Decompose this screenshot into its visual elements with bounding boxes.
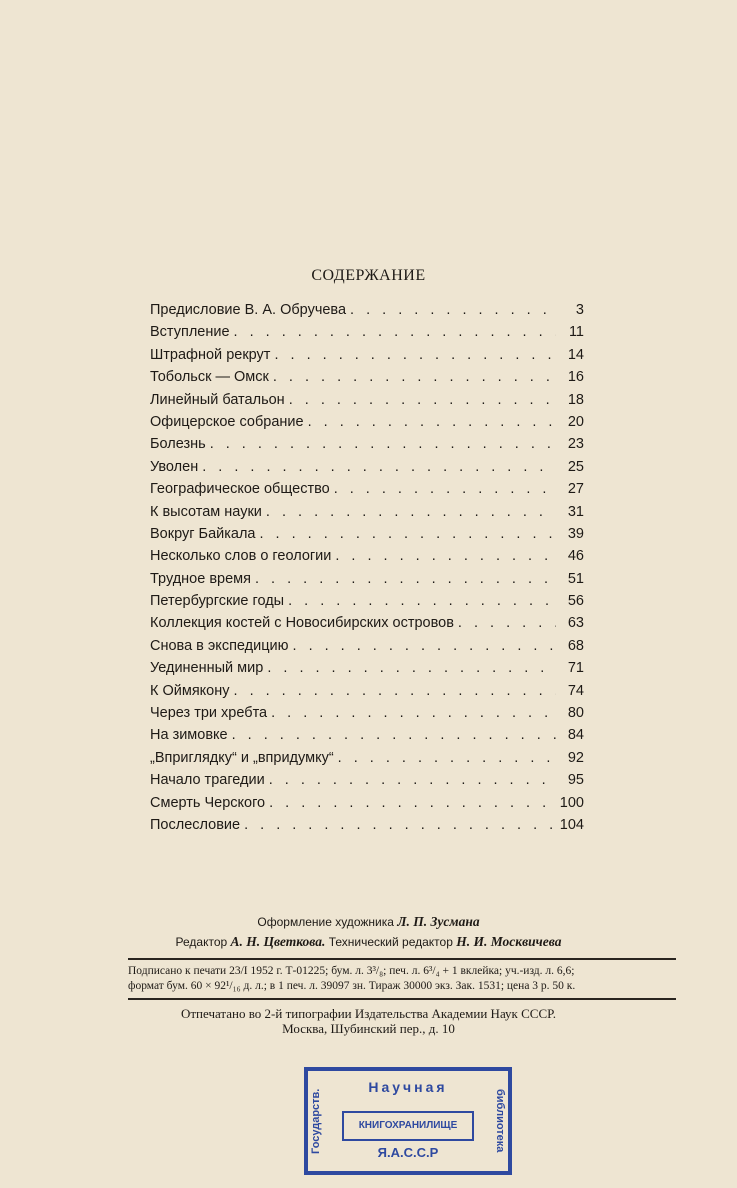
toc-entry-page: 11 bbox=[568, 324, 584, 341]
toc-entry-title: Смерть Черского bbox=[150, 794, 266, 811]
toc-entry-title: Коллекция костей с Новосибирских островов bbox=[150, 615, 454, 632]
toc-entry-page: 95 bbox=[567, 772, 584, 789]
toc-entry-title: Болезнь bbox=[150, 436, 206, 453]
table-of-contents bbox=[150, 302, 584, 839]
toc-entry-page: 84 bbox=[567, 727, 584, 744]
toc-entry bbox=[150, 750, 584, 772]
credit-label: Технический редактор bbox=[328, 935, 453, 949]
toc-entry bbox=[150, 772, 584, 794]
toc-entry-page: 100 bbox=[559, 794, 584, 811]
credit-label: Оформление художника bbox=[257, 915, 394, 929]
stamp-text: Государств. bbox=[310, 1088, 322, 1154]
dot-leader bbox=[338, 750, 556, 766]
toc-entry-page: 18 bbox=[567, 391, 584, 408]
dot-leader bbox=[234, 324, 556, 340]
toc-entry-title: Географическое общество bbox=[150, 481, 330, 498]
credit-name: А. Н. Цветкова. bbox=[230, 934, 326, 949]
stamp-text: КНИГОХРАНИЛИЩЕ bbox=[342, 1111, 474, 1141]
dot-leader bbox=[271, 705, 556, 721]
toc-entry-title: К Оймякону bbox=[150, 682, 230, 699]
dot-leader bbox=[274, 347, 556, 363]
toc-entry-page: 16 bbox=[567, 369, 584, 386]
toc-entry-page: 27 bbox=[567, 481, 584, 498]
toc-entry-title: Трудное время bbox=[150, 570, 251, 587]
toc-entry bbox=[150, 615, 584, 637]
toc-entry-title: К высотам науки bbox=[150, 503, 262, 520]
toc-entry bbox=[150, 795, 584, 817]
toc-entry-title: Начало трагедии bbox=[150, 772, 265, 789]
dot-leader bbox=[210, 436, 556, 452]
toc-entry-page: 80 bbox=[567, 705, 584, 722]
toc-entry bbox=[150, 504, 584, 526]
toc-entry-title: „Вприглядку“ и „впридумку“ bbox=[150, 749, 334, 766]
dot-leader bbox=[267, 660, 556, 676]
toc-entry-title: Через три хребта bbox=[150, 705, 268, 722]
toc-entry bbox=[150, 593, 584, 615]
dot-leader bbox=[335, 548, 556, 564]
dot-leader bbox=[244, 817, 556, 833]
dot-leader bbox=[202, 459, 556, 475]
toc-entry-page: 68 bbox=[567, 637, 584, 654]
toc-entry bbox=[150, 638, 584, 660]
dot-leader bbox=[259, 526, 556, 542]
toc-entry-title: Несколько слов о геологии bbox=[150, 548, 332, 565]
credit-label: Редактор bbox=[175, 935, 228, 949]
toc-entry bbox=[150, 548, 584, 570]
credit-name: Н. И. Москвичева bbox=[456, 934, 562, 949]
toc-entry-title: Предисловие В. А. Обручева bbox=[150, 302, 347, 318]
dot-leader bbox=[269, 795, 556, 811]
toc-entry bbox=[150, 481, 584, 503]
imprint-line: формат бум. 60 × 92¹/₁₆ д. л.; в 1 печ. л. 39097 зн. Тираж 30000 экз. Зак. 1531; цена 3 р. 50 к. bbox=[128, 980, 576, 992]
toc-entry-title: Уволен bbox=[150, 458, 199, 475]
stamp-text: Научная bbox=[368, 1079, 448, 1095]
dot-leader bbox=[255, 571, 556, 587]
toc-entry-title: Офицерское собрание bbox=[150, 413, 304, 430]
toc-entry-title: Штрафной рекрут bbox=[150, 346, 271, 363]
printer-info bbox=[0, 1006, 737, 1036]
library-stamp bbox=[304, 1067, 512, 1175]
toc-entry-page: 14 bbox=[567, 346, 584, 363]
toc-entry-page: 92 bbox=[567, 749, 584, 766]
toc-entry-page: 23 bbox=[567, 436, 584, 453]
dot-leader bbox=[334, 481, 556, 497]
toc-entry-page: 46 bbox=[567, 548, 584, 565]
dot-leader bbox=[350, 302, 556, 318]
toc-entry-page: 25 bbox=[567, 458, 584, 475]
toc-entry-title: Вокруг Байкала bbox=[150, 525, 256, 542]
toc-entry bbox=[150, 369, 584, 391]
dot-leader bbox=[458, 615, 556, 631]
toc-entry-page: 74 bbox=[567, 682, 584, 699]
toc-entry-page: 3 bbox=[575, 302, 584, 318]
toc-entry-title: Петербургские годы bbox=[150, 593, 285, 610]
toc-entry-page: 56 bbox=[567, 593, 584, 610]
toc-entry-title: Снова в экспедицию bbox=[150, 637, 289, 654]
toc-entry-page: 20 bbox=[567, 413, 584, 430]
toc-entry-page: 31 bbox=[567, 503, 584, 520]
dot-leader bbox=[232, 727, 556, 743]
dot-leader bbox=[288, 593, 556, 609]
toc-entry bbox=[150, 683, 584, 705]
imprint-line: Подписано к печати 23/I 1952 г. Т-01225; бум. л. 3³/₈; печ. л. 6³/₄ + 1 вклейка; уч.-изд. л. 6,6; bbox=[128, 965, 575, 977]
dot-leader bbox=[273, 369, 556, 385]
toc-entry bbox=[150, 727, 584, 749]
printer-line: Москва, Шубинский пер., д. 10 bbox=[282, 1021, 455, 1036]
toc-entry bbox=[150, 459, 584, 481]
toc-entry bbox=[150, 436, 584, 458]
toc-entry-title: На зимовке bbox=[150, 727, 228, 744]
page-title: СОДЕРЖАНИЕ bbox=[311, 267, 426, 284]
designer-credit bbox=[0, 914, 737, 930]
printer-line: Отпечатано во 2-й типографии Издательства Академии Наук СССР. bbox=[180, 1006, 556, 1021]
toc-entry bbox=[150, 414, 584, 436]
toc-entry bbox=[150, 392, 584, 414]
dot-leader bbox=[289, 392, 556, 408]
toc-entry-page: 71 bbox=[567, 660, 584, 677]
toc-entry bbox=[150, 526, 584, 548]
toc-entry bbox=[150, 571, 584, 593]
bleed-through-text bbox=[80, 60, 720, 114]
stamp-text: библиотека bbox=[494, 1089, 506, 1153]
toc-entry bbox=[150, 347, 584, 369]
toc-entry bbox=[150, 324, 584, 346]
imprint-block bbox=[128, 958, 676, 1000]
toc-entry bbox=[150, 705, 584, 727]
toc-entry-page: 51 bbox=[567, 570, 584, 587]
toc-entry-title: Уединенный мир bbox=[150, 660, 264, 677]
toc-entry bbox=[150, 302, 584, 324]
editor-credit bbox=[0, 934, 737, 950]
toc-entry bbox=[150, 817, 584, 839]
toc-entry-page: 39 bbox=[567, 525, 584, 542]
dot-leader bbox=[266, 504, 556, 520]
toc-entry-title: Вступление bbox=[150, 324, 230, 341]
stamp-text: Я.А.С.С.Р bbox=[377, 1145, 439, 1160]
dot-leader bbox=[269, 772, 556, 788]
toc-entry-page: 63 bbox=[567, 615, 584, 632]
toc-entry-title: Послесловие bbox=[150, 816, 241, 833]
toc-entry-title: Линейный батальон bbox=[150, 391, 285, 408]
toc-entry-title: Тобольск — Омск bbox=[150, 369, 269, 386]
toc-entry-page: 104 bbox=[559, 816, 584, 833]
dot-leader bbox=[293, 638, 556, 654]
dot-leader bbox=[234, 683, 556, 699]
credit-name: Л. П. Зусмана bbox=[397, 914, 480, 929]
dot-leader bbox=[308, 414, 556, 430]
toc-entry bbox=[150, 660, 584, 682]
